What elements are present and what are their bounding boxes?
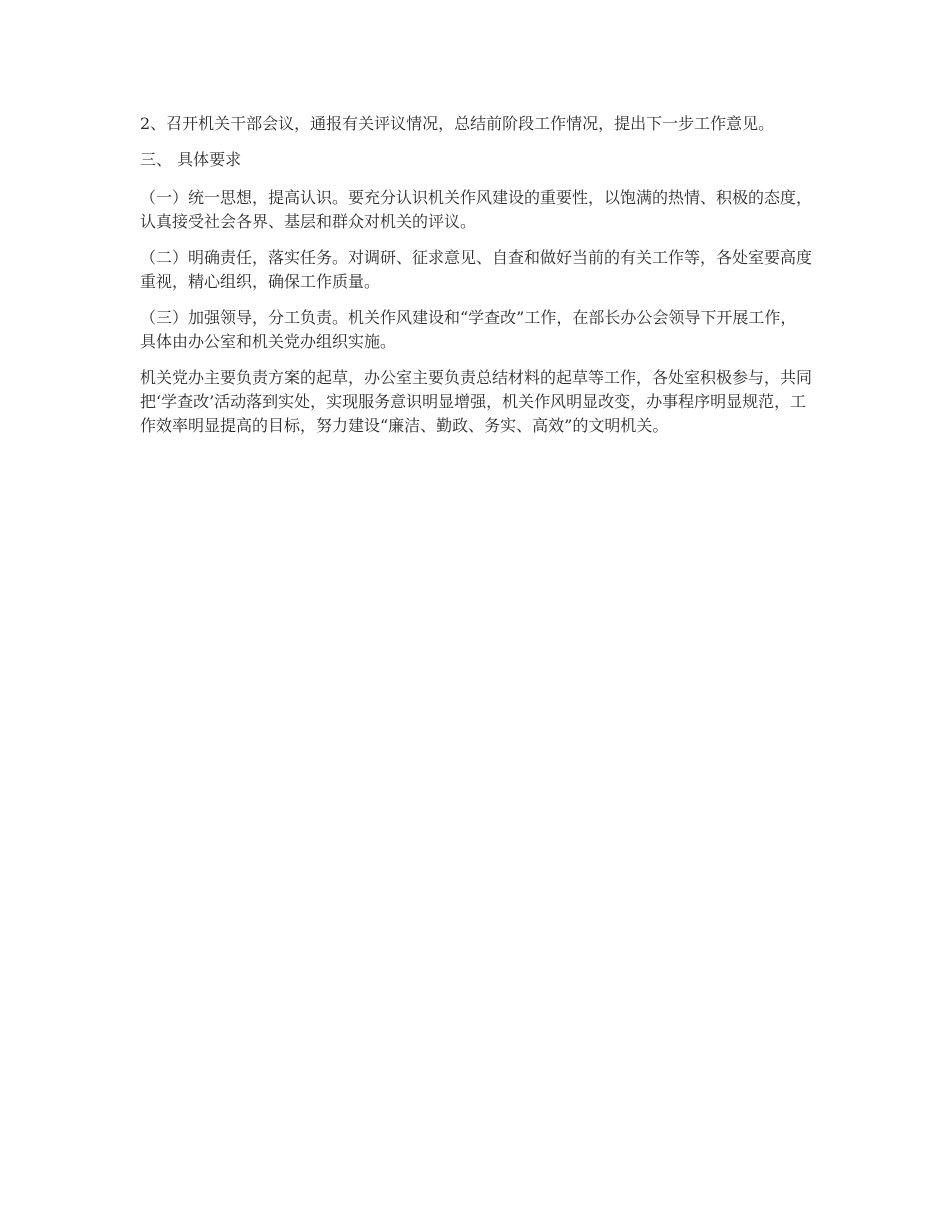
document-body <box>140 112 812 450</box>
paragraph-division-of-work: 机关党办主要负责方案的起草，办公室主要负责总结材料的起草等工作，各处室积极参与，共同把‘学查改’活动落到实处，实现服务意识明显增强，机关作风明显改变，办事程序明显规范，工作效率明显提高的目标，努力建设“廉洁、勤政、务实、高效”的文明机关。 <box>140 368 813 435</box>
paragraph-unify-thinking: （一）统一思想，提高认识。要充分认识机关作风建设的重要性，以饱满的热情、积极的态度，认真接受社会各界、基层和群众对机关的评议。 <box>140 188 813 231</box>
paragraph-meeting: 2、召开机关干部会议，通报有关评议情况，总结前阶段工作情况，提出下一步工作意见。 <box>140 114 775 133</box>
section-heading-requirements: 三、 具体要求 <box>140 150 242 169</box>
paragraph-strengthen-leadership: （三）加强领导，分工负责。机关作风建设和“学查改”工作，在部长办公会领导下开展工作，具体由办公室和机关党办组织实施。 <box>140 308 797 351</box>
paragraph-clarify-responsibility: （二）明确责任，落实任务。对调研、征求意见、自查和做好当前的有关工作等，各处室要高度重视，精心组织，确保工作质量。 <box>140 248 813 291</box>
